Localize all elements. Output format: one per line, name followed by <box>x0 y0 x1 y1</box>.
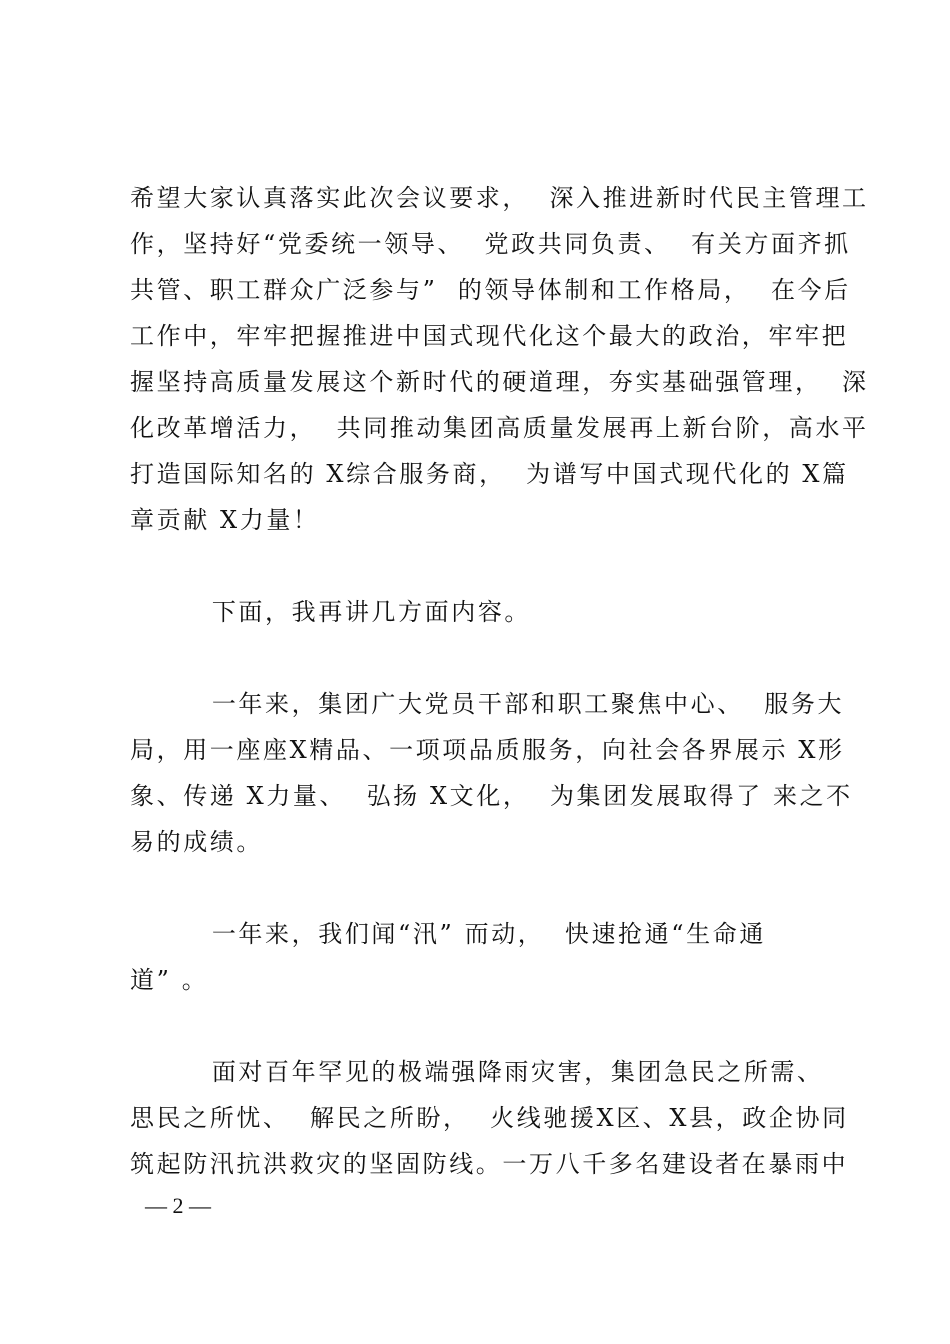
body-text-line: 下面，我再讲几方面内容。 <box>130 598 532 626</box>
body-text-line: 一年来，我们闻“汛” 而动， 快速抢通“生命通 <box>130 920 766 948</box>
body-text-line: 章贡献 X力量！ <box>130 506 320 534</box>
body-text-line: 化改革增活力， 共同推动集团高质量发展再上新台阶，高水平 <box>130 414 869 442</box>
body-text-line: 握坚持高质量发展这个新时代的硬道理，夯实基础强管理， 深 <box>130 368 869 396</box>
body-text-line: 工作中，牢牢把握推进中国式现代化这个最大的政治，牢牢把 <box>130 322 849 350</box>
body-text-line: 打造国际知名的 X综合服务商， 为谱写中国式现代化的 X篇 <box>130 460 849 488</box>
body-text-line: 希望大家认真落实此次会议要求， 深入推进新时代民主管理工 <box>130 184 869 212</box>
body-text-line: 易的成绩。 <box>130 828 263 856</box>
body-text-line: 面对百年罕见的极端强降雨灾害，集团急民之所需、 <box>130 1058 824 1086</box>
body-text-line: 道” 。 <box>130 966 209 994</box>
body-text-line: 思民之所忧、 解民之所盼， 火线驰援X区、X县，政企协同 <box>130 1104 849 1132</box>
body-text-line: 筑起防汛抗洪救灾的坚固防线。一万八千多名建设者在暴雨中 <box>130 1150 849 1178</box>
page-number: — 2 — <box>145 1193 211 1218</box>
body-text-line: 作，坚持好“党委统一领导、 党政共同负责、 有关方面齐抓 <box>130 230 851 258</box>
body-text-line: 象、传递 X力量、 弘扬 X文化， 为集团发展取得了 来之不 <box>130 782 853 810</box>
body-text-line: 局，用一座座X精品、一项项品质服务，向社会各界展示 X形 <box>130 736 845 764</box>
body-text-line: 一年来，集团广大党员干部和职工聚焦中心、 服务大 <box>130 690 845 718</box>
body-text-line: 共管、职工群众广泛参与” 的领导体制和工作格局， 在今后 <box>130 276 851 304</box>
